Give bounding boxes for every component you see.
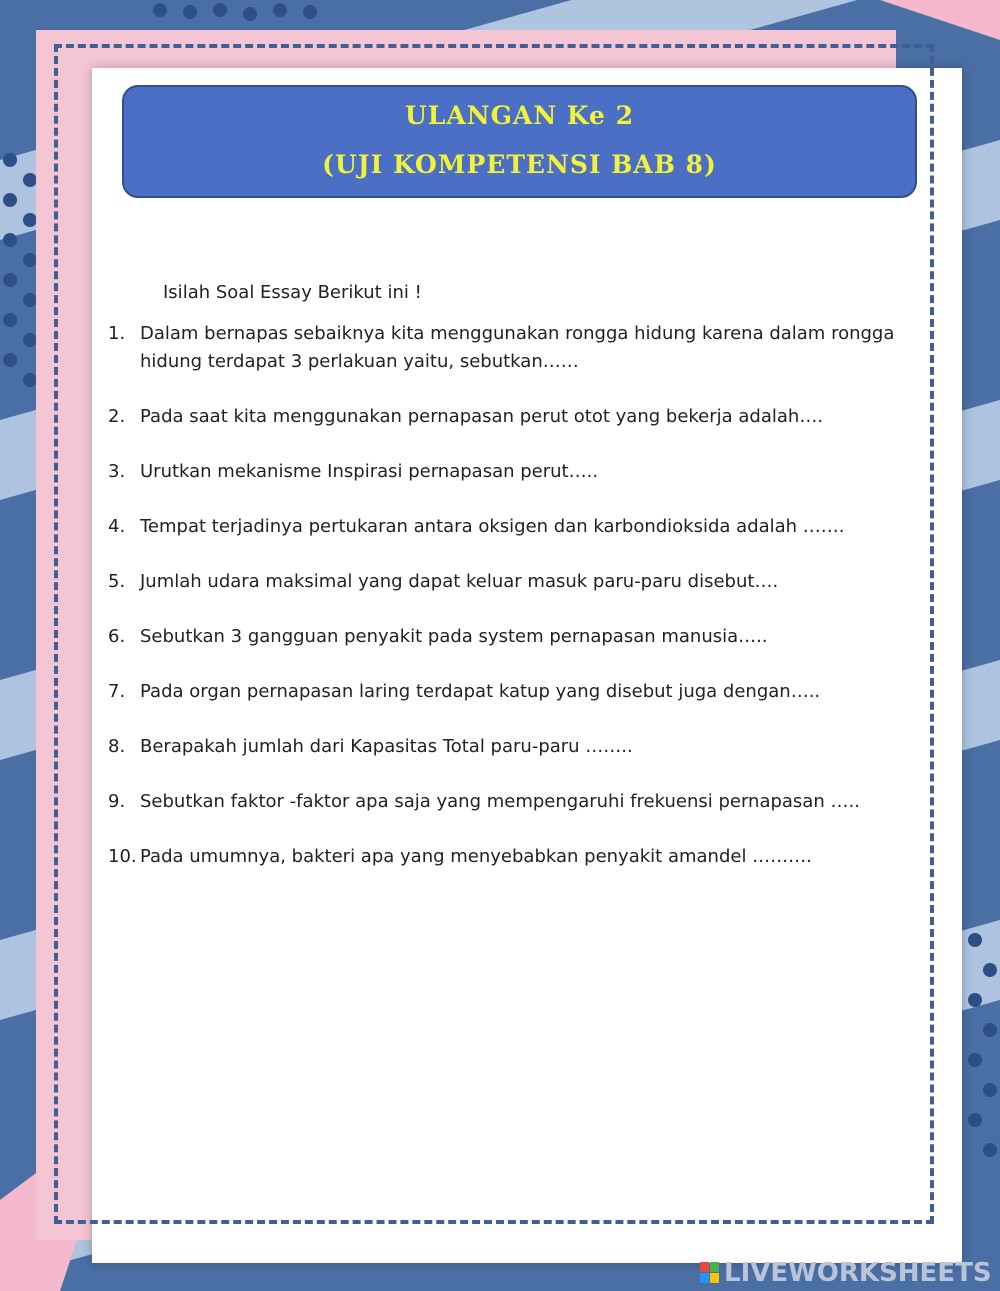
question-item [108, 320, 908, 376]
question-item [108, 513, 908, 541]
question-text: Tempat terjadinya pertukaran antara oksigen dan karbondioksida adalah ……. [140, 516, 845, 537]
question-item [108, 678, 908, 706]
question-text: Urutkan mekanisme Inspirasi pernapasan perut….. [140, 461, 599, 482]
question-number: 10. [108, 846, 137, 867]
title-line-2: (UJI KOMPETENSI BAB 8) [322, 150, 717, 179]
question-item [108, 623, 908, 651]
instruction-text: Isilah Soal Essay Berikut ini ! [163, 282, 422, 303]
question-text: Dalam bernapas sebaiknya kita menggunakan rongga hidung karena dalam rongga hidung terdapat 3 perlakuan yaitu, sebutkan…… [140, 323, 895, 372]
question-number: 7. [108, 681, 126, 702]
question-number: 6. [108, 626, 126, 647]
question-item [108, 733, 908, 761]
title-line-1: ULANGAN Ke 2 [404, 101, 635, 130]
watermark-text: LIVEWORKSHEETS [724, 1258, 992, 1288]
question-number: 5. [108, 571, 126, 592]
question-number: 2. [108, 406, 126, 427]
question-number: 4. [108, 516, 126, 537]
question-number: 1. [108, 323, 126, 344]
question-list [108, 320, 908, 871]
question-text: Sebutkan 3 gangguan penyakit pada system pernapasan manusia….. [140, 626, 768, 647]
question-number: 9. [108, 791, 126, 812]
question-text: Sebutkan faktor -faktor apa saja yang mempengaruhi frekuensi pernapasan ….. [140, 791, 860, 812]
question-item [108, 788, 908, 816]
title-banner [122, 85, 917, 198]
question-number: 3. [108, 461, 126, 482]
question-item [108, 403, 908, 431]
question-item [108, 458, 908, 486]
question-text: Jumlah udara maksimal yang dapat keluar masuk paru-paru disebut…. [140, 571, 779, 592]
question-text: Pada umumnya, bakteri apa yang menyebabkan penyakit amandel ………. [140, 846, 812, 867]
question-text: Berapakah jumlah dari Kapasitas Total paru-paru …….. [140, 736, 633, 757]
question-number: 8. [108, 736, 126, 757]
question-text: Pada organ pernapasan laring terdapat katup yang disebut juga dengan….. [140, 681, 821, 702]
question-item [108, 843, 908, 871]
question-item [108, 568, 908, 596]
liveworksheets-logo-icon [700, 1262, 720, 1284]
question-text: Pada saat kita menggunakan pernapasan perut otot yang bekerja adalah…. [140, 406, 824, 427]
